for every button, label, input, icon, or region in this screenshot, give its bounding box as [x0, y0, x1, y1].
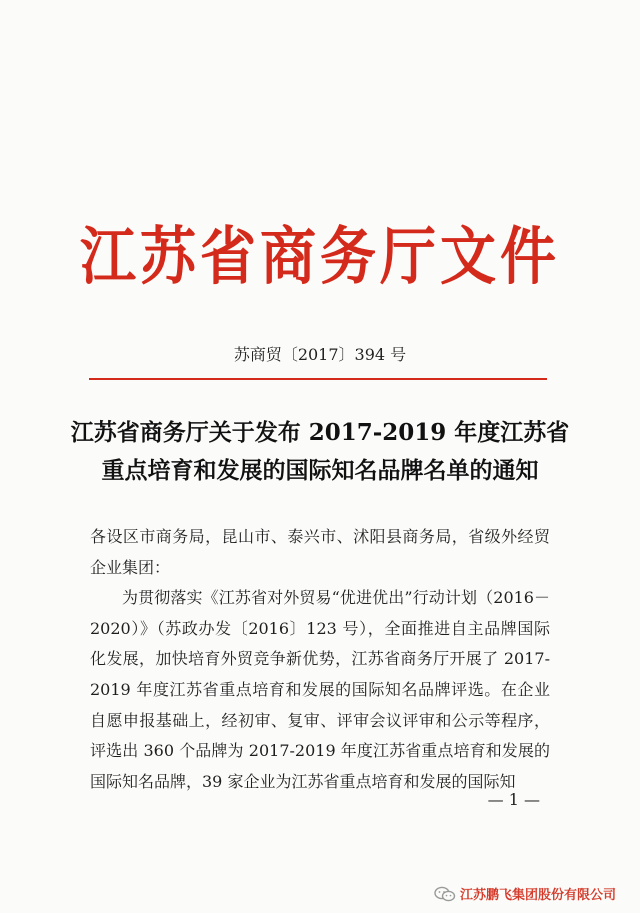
page-number: — 1 — [487, 790, 540, 809]
recipients: 各设区市商务局，昆山市、泰兴市、沭阳县商务局，省级外经贸企业集团： [90, 527, 550, 577]
wechat-icon [434, 886, 456, 902]
watermark [434, 884, 616, 903]
notice-title [60, 414, 580, 490]
document-header-title: 江苏省商务厅文件 [80, 220, 560, 294]
document-number: 苏商贸〔2017〕394 号 [233, 345, 407, 364]
body-text [90, 522, 550, 797]
notice-title-line: 重点培育和发展的国际知名品牌名单的通知 [101, 457, 539, 484]
notice-title-line: 江苏省商务厅关于发布 2017-2019 年度江苏省 [70, 419, 570, 446]
body-paragraph: 为贯彻落实《江苏省对外贸易“优进优出”行动计划（2016－2020）》（苏政办发〔2016〕123 号），全面推进自主品牌国际化发展，加快培育外贸竞争新优势，江苏省商务厅开展了 2017-2019 年度江苏省重点培育和发展的国际知名品牌评选。在企业自愿申报基础上，经初审、复审、评审会议评审和公示等程序，评选出 360 个品牌为 2017-2019 年度江苏省重点培育和发展的国际知名品牌，39 家企业为江苏省重点培育和发展的国际知 [90, 588, 550, 791]
watermark-text: 江苏鹏飞集团股份有限公司 [459, 888, 616, 903]
red-divider [89, 378, 547, 380]
